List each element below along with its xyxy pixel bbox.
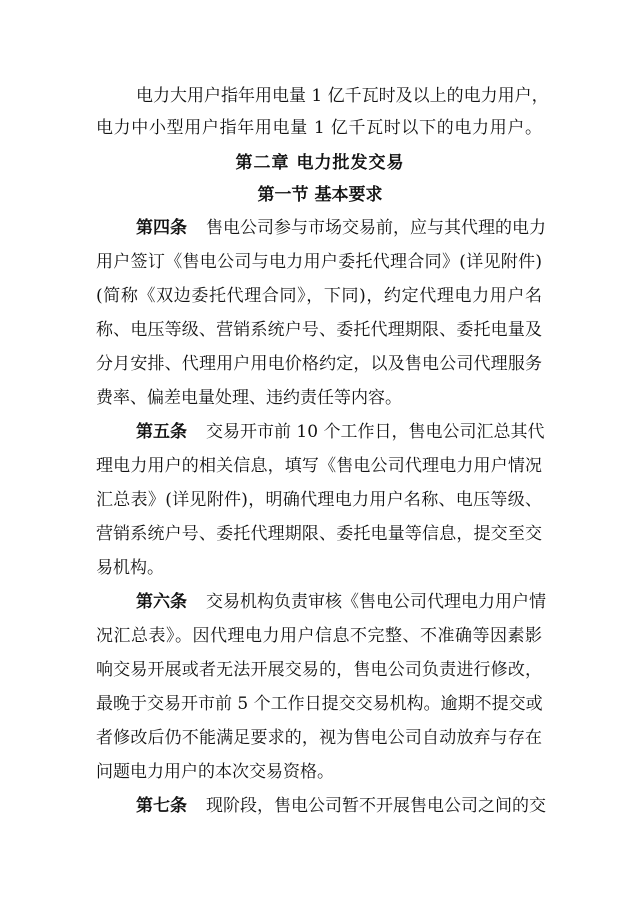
intro-line-1: 电力大用户指年用电量 1 亿千瓦时及以上的电力用户， (136, 86, 549, 106)
section-title: 第一节 基本要求 (257, 185, 383, 205)
article-4-line: 费率、偏差电量处理、违约责任等内容。 (96, 388, 402, 408)
article-label: 第七条 (136, 796, 187, 816)
article-4-line: 用户签订《售电公司与电力用户委托代理合同》(详见附件) (96, 252, 542, 272)
article-label: 第六条 (136, 592, 187, 612)
article-5-line: 营销系统户号、委托代理期限、委托电量等信息，提交至交 (96, 524, 542, 544)
article-4-first-line: 售电公司参与市场交易前，应与其代理的电力 (206, 218, 546, 238)
article-6-line: 响交易开展或者无法开展交易的，售电公司负责进行修改， (96, 660, 542, 680)
article-4-line: 分月安排、代理用户用电价格约定，以及售电公司代理服务 (96, 354, 542, 374)
article-6-line: 最晚于交易开市前 5 个工作日提交交易机构。逾期不提交或 (96, 694, 543, 714)
article-6-label (136, 592, 187, 612)
chapter-title: 第二章 电力批发交易 (235, 153, 405, 173)
article-5-line: 理电力用户的相关信息，填写《售电公司代理电力用户情况 (96, 456, 542, 476)
article-7-first-line: 现阶段，售电公司暂不开展售电公司之间的交 (206, 796, 546, 816)
intro-line-2: 电力中小型用户指年用电量 1 亿千瓦时以下的电力用户。 (96, 118, 542, 138)
article-6-line: 者修改后仍不能满足要求的，视为售电公司自动放弃与存在 (96, 728, 542, 748)
article-4-line: 称、电压等级、营销系统户号、委托代理期限、委托电量及 (96, 320, 542, 340)
article-6-line: 问题电力用户的本次交易资格。 (96, 762, 334, 782)
article-6-line: 况汇总表》。因代理电力用户信息不完整、不准确等因素影 (96, 626, 542, 646)
article-5-line: 汇总表》(详见附件)，明确代理电力用户名称、电压等级、 (96, 490, 542, 510)
article-7-label (136, 796, 187, 816)
article-5-first-line: 交易开市前 10 个工作日，售电公司汇总其代 (206, 422, 545, 442)
article-label: 第五条 (136, 422, 187, 442)
article-5-line: 易机构。 (96, 558, 164, 578)
article-label: 第四条 (136, 218, 187, 238)
article-4-label (136, 218, 187, 238)
article-5-label (136, 422, 187, 442)
article-4-line: (简称《双边委托代理合同》，下同)，约定代理电力用户名 (96, 286, 542, 306)
article-6-first-line: 交易机构负责审核《售电公司代理电力用户情 (206, 592, 546, 612)
